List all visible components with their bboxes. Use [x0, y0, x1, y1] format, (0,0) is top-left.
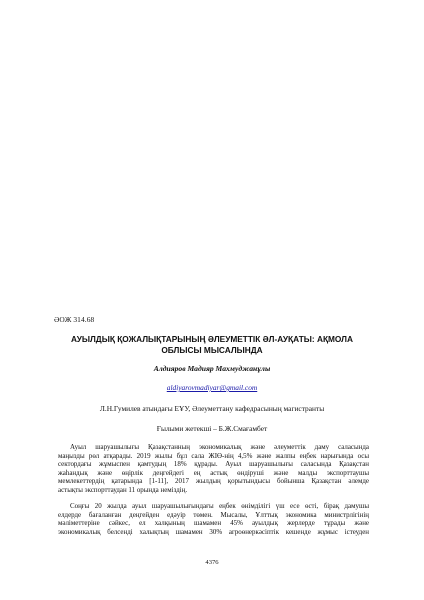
text-line: астықты экспорттаудан 11 орында неміздің.: [58, 485, 188, 494]
text-line: экономикалық белсенді халықтың шамамен 30% агроөнеркәсіптік кешенде жұмыс істеуден: [58, 527, 369, 536]
udc-code: ӘОЖ 314.68: [54, 315, 95, 324]
author-name: Алдияров Мадияр Махмуджанұлы: [153, 364, 271, 373]
body-paragraph-1: [58, 443, 369, 494]
title-line: ОБЛЫСЫ МЫСАЛЫНДА: [161, 344, 263, 355]
scientific-advisor: Ғылыми жетекші – Б.Ж.Смағамбет: [156, 424, 268, 433]
page-number: 4376: [205, 559, 219, 566]
author-affiliation: Л.Н.Гумилев атындағы ЕҰУ, Әлеуметтану кафедрасының магистранты: [99, 404, 325, 413]
body-paragraph-2: [58, 502, 369, 536]
title-line: АУЫЛДЫҚ ҚОЖАЛЫҚТАРЫНЫҢ ӘЛЕУМЕТТІК ӘЛ-АУҚАТЫ: АҚМОЛА: [71, 334, 353, 344]
text-line: жаһандық және өңірлік деңгейдегі ең астық өндіруші және малды экспорттаушы: [58, 468, 369, 477]
article-title: [60, 334, 364, 356]
text-line: мәліметтеріне сәйкес, ел халқының шамамен 45% ауылдық жерлерде тұрады және: [58, 519, 369, 528]
text-line: мемлекеттердің қатарында [1-11], 2017 жылдың қорытындысы бойынша Қазақстан әлемде: [58, 477, 369, 486]
text-line: маңызды рөл атқарады. 2019 жылы бұл сала ЖІӨ-нің 4,5% және жалпы еңбек нарығында осы: [58, 451, 369, 460]
text-line: Ауыл шаруашылығы Қазақстанның экономикалық және әлеуметтік даму саласында: [70, 443, 369, 451]
text-line: елдерде бағаланған деңгейден едәуір төмен. Мысалы, Ұлттық экономика министрлігінің: [58, 510, 369, 519]
author-email-link[interactable]: aldiyarovmadiyar@gmail.com: [166, 383, 258, 392]
text-line: Соңғы 20 жылда ауыл шаруашылығындағы еңбек өнімділігі үш есе өсті, бірақ дамушы: [70, 502, 369, 510]
text-line: сектордағы жұмыспен қамтудың 18% құрады. Ауыл шаруашылығы саласында Қазақстан: [58, 460, 369, 469]
